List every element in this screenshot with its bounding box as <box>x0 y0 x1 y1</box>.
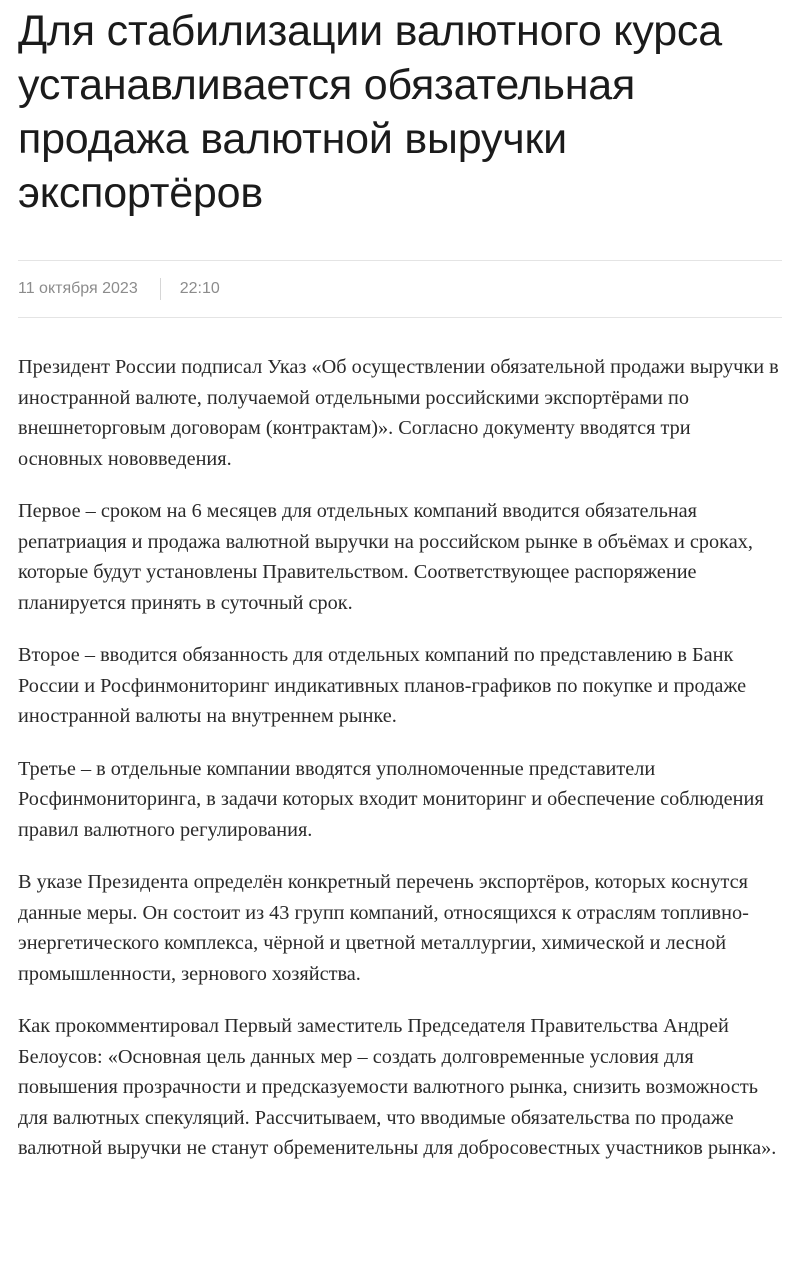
meta-divider <box>160 278 161 300</box>
paragraph-exporters-list: В указе Президента определён конкретный перечень экспортёров, которых коснутся данные меры. Он состоит из 43 групп компаний, относящихся к отраслям топливно-энергетического комплекса, чёрной и цветной металлургии, химической и лесной промышленности, зернового хозяйства. <box>18 871 749 985</box>
publish-time: 22:10 <box>179 280 220 297</box>
news-article <box>18 0 782 1159</box>
paragraph-intro: Президент России подписал Указ «Об осуществлении обязательной продажи выручки в иностранной валюте, получаемой отдельными российскими экспортёрами по внешнеторговым договорам (контрактам)». Согласно документу вводятся три основных нововведения. <box>18 356 779 470</box>
publish-date: 11 октября 2023 <box>18 280 138 297</box>
article-body <box>18 352 780 1186</box>
article-headline: Для стабилизации валютного курса устанавливается обязательная продажа валютной выручки экспортёров <box>18 7 722 217</box>
article-meta <box>18 260 782 318</box>
paragraph-first-measure: Первое – сроком на 6 месяцев для отдельных компаний вводится обязательная репатриация и продажа валютной выручки на российском рынке в объёмах и сроках, которые будут установлены Правительством. Соответствующее распоряжение планируется принять в суточный срок. <box>18 500 753 614</box>
paragraph-third-measure: Третье – в отдельные компании вводятся уполномоченные представители Росфинмониторинга, в задачи которых входит мониторинг и обеспечение соблюдения правил валютного регулирования. <box>18 757 764 841</box>
paragraph-quote: Как прокомментировал Первый заместитель Председателя Правительства Андрей Белоусов: «Основная цель данных мер – создать долговременные условия для повышения прозрачности и предсказуемости валютного рынка, снизить возможность для валютных спекуляций. Рассчитываем, что вводимые обязательства по продаже валютной выручки не станут обременительны для добросовестных участников рынка». <box>18 1015 777 1159</box>
paragraph-second-measure: Второе – вводится обязанность для отдельных компаний по представлению в Банк России и Росфинмониторинг индикативных планов-графиков по покупке и продаже иностранной валюты на внутреннем рынке. <box>18 644 747 727</box>
